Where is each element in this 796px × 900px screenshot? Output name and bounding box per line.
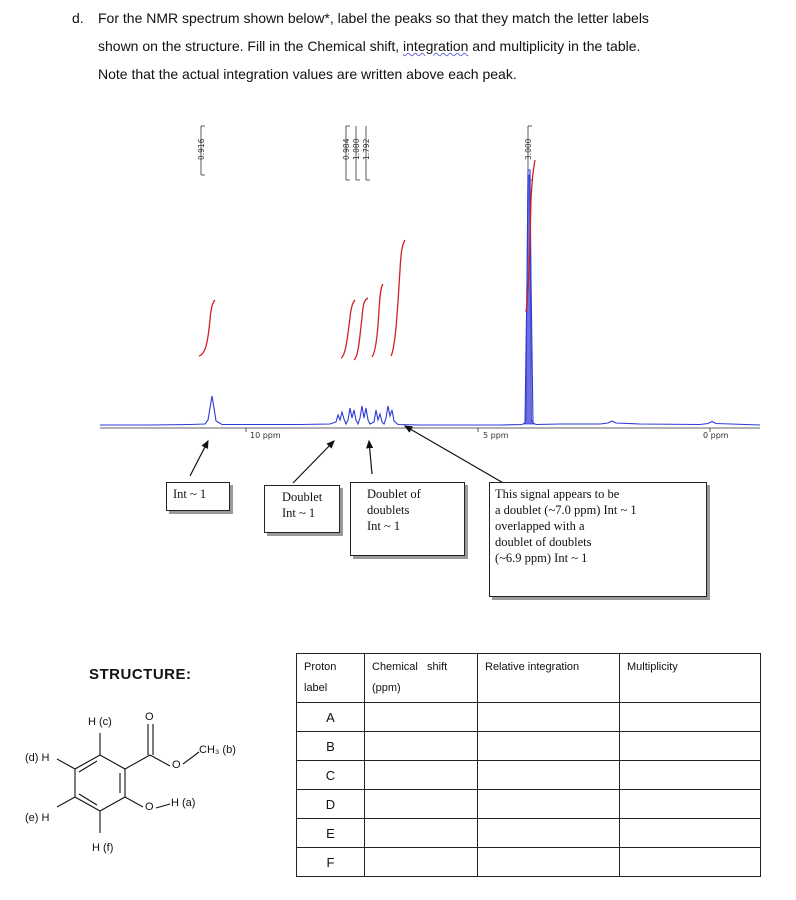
- integration-word: integration: [403, 38, 469, 54]
- multiplicity-cell[interactable]: [620, 732, 761, 761]
- annotation-doublet-of-doublets: [350, 482, 465, 556]
- question-line-2-end: and multiplicity in the table.: [468, 38, 641, 54]
- label-he: (e) H: [25, 812, 50, 824]
- proton-label-cell: C: [297, 761, 365, 790]
- question-line-1: For the NMR spectrum shown below*, label the peaks so that they match the letter labels: [98, 10, 649, 26]
- integral-value: 0.984: [342, 138, 351, 160]
- multiplicity-cell[interactable]: [620, 703, 761, 732]
- label-hc: H (c): [88, 716, 112, 728]
- shift-cell[interactable]: [365, 732, 478, 761]
- annotation-text: doublet of doublets: [495, 535, 592, 549]
- multiplicity-cell[interactable]: [620, 819, 761, 848]
- integral-curve: [391, 240, 405, 356]
- integration-cell[interactable]: [478, 790, 620, 819]
- header-multiplicity: [620, 654, 761, 703]
- header-proton-label: [297, 654, 365, 703]
- axis-label-10ppm: 10 ppm: [250, 431, 281, 440]
- label-o-phenol: O: [145, 801, 154, 813]
- annotation-doublet: [264, 485, 340, 533]
- integral-value: 1.080: [352, 138, 361, 160]
- table-row: [297, 703, 761, 732]
- annotation-text: Int ~ 1: [282, 506, 316, 520]
- label-hf: H (f): [92, 842, 114, 854]
- table-row: [297, 761, 761, 790]
- header-text: Multiplicity: [627, 661, 678, 673]
- label-o-carbonyl: O: [145, 711, 154, 723]
- table-row: [297, 732, 761, 761]
- table-row: [297, 790, 761, 819]
- annotation-text: This signal appears to be: [495, 487, 620, 501]
- shift-cell[interactable]: [365, 761, 478, 790]
- bond-ring-o: [125, 797, 143, 807]
- label-hd: (d) H: [25, 752, 50, 764]
- integral-curve: [372, 284, 383, 357]
- annotation-text: doublets: [367, 503, 410, 517]
- benzene-ring: [75, 755, 125, 811]
- bond-ring-carbonyl: [125, 755, 150, 769]
- label-ha: H (a): [171, 797, 196, 809]
- axis-label-5ppm: 5 ppm: [483, 431, 509, 440]
- header-integration: [478, 654, 620, 703]
- arrow-int1: [190, 441, 208, 476]
- bond-hd: [57, 759, 75, 769]
- multiplicity-cell[interactable]: [620, 848, 761, 877]
- header-text: Chemical shift: [372, 661, 448, 673]
- proton-label-cell: A: [297, 703, 365, 732]
- integral-value: 3.000: [524, 138, 533, 160]
- shift-cell[interactable]: [365, 819, 478, 848]
- integral-curve: [341, 300, 355, 358]
- answer-table: [296, 653, 761, 877]
- annotation-text: a doublet (~7.0 ppm) Int ~ 1: [495, 503, 637, 517]
- question-letter: d.: [72, 10, 84, 26]
- shift-cell[interactable]: [365, 703, 478, 732]
- annotation-text: Int ~ 1: [173, 487, 207, 501]
- multiplicity-cell[interactable]: [620, 790, 761, 819]
- arrow-doublet: [293, 441, 334, 483]
- integral-value: 1.792: [362, 138, 371, 160]
- double-bond: [79, 794, 97, 805]
- proton-label-cell: D: [297, 790, 365, 819]
- question-line-3: Note that the actual integration values are written above each peak.: [98, 66, 517, 82]
- bond-o-h: [156, 804, 170, 808]
- integration-cell[interactable]: [478, 848, 620, 877]
- annotation-text: Doublet of: [367, 487, 421, 501]
- multiplicity-cell[interactable]: [620, 761, 761, 790]
- label-ch3: CH₃ (b): [199, 744, 236, 756]
- header-text: Proton: [304, 661, 337, 673]
- annotation-int1: [166, 482, 230, 511]
- header-text: Relative integration: [485, 661, 580, 673]
- structure-title: STRUCTURE:: [89, 666, 192, 683]
- integration-cell[interactable]: [478, 761, 620, 790]
- integration-cell[interactable]: [478, 732, 620, 761]
- proton-label-cell: B: [297, 732, 365, 761]
- bond-o-ch3: [183, 752, 199, 764]
- integration-cell[interactable]: [478, 819, 620, 848]
- spectrum-trace: [100, 170, 760, 425]
- annotation-text: (~6.9 ppm) Int ~ 1: [495, 551, 588, 565]
- header-text: label: [304, 682, 328, 694]
- table-header-row: [297, 654, 761, 703]
- proton-label-cell: E: [297, 819, 365, 848]
- table-row: [297, 819, 761, 848]
- shift-cell[interactable]: [365, 848, 478, 877]
- question-line-2-start: shown on the structure. Fill in the Chemical shift,: [98, 38, 404, 54]
- axis-label-0ppm: 0 ppm: [703, 431, 729, 440]
- annotation-text: Int ~ 1: [367, 519, 401, 533]
- header-chemical-shift: [365, 654, 478, 703]
- annotation-overlap: [489, 482, 707, 597]
- integral-value: 0.916: [197, 138, 206, 160]
- integration-cell[interactable]: [478, 703, 620, 732]
- header-text: (ppm): [372, 682, 401, 694]
- bond-ester-o: [150, 755, 170, 766]
- integral-curve: [199, 300, 215, 356]
- shift-cell[interactable]: [365, 790, 478, 819]
- proton-label-cell: F: [297, 848, 365, 877]
- annotation-text: overlapped with a: [495, 519, 585, 533]
- table-row: [297, 848, 761, 877]
- arrow-dd: [369, 441, 372, 474]
- label-o-ester: O: [172, 759, 181, 771]
- annotation-text: Doublet: [282, 490, 323, 504]
- double-bond: [79, 761, 97, 772]
- bond-he: [57, 797, 75, 807]
- integral-curve: [354, 298, 368, 360]
